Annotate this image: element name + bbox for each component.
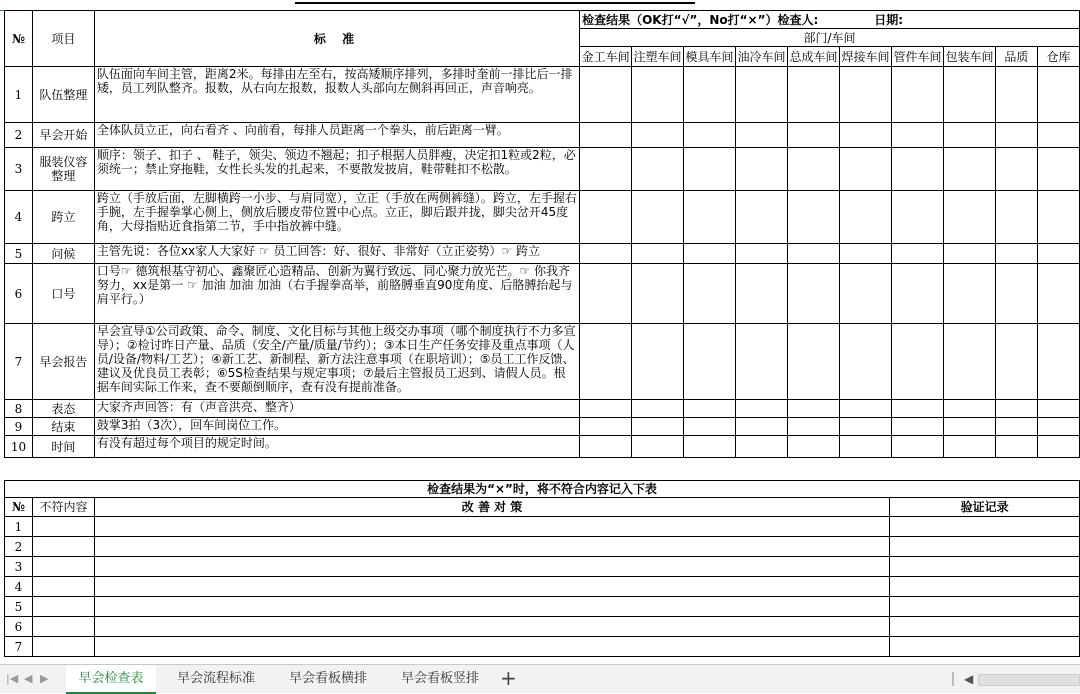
- row-standard[interactable]: 早会宣导①公司政策、命令、制度、文化目标与其他上级交办事项（哪个制度执行不力多宣导）；②检讨昨日产量、品质（安全/产量/质量/节约）；③本日生产任务安排及重点事项（人员/设备/物料/工艺）；④新工艺、新制程、新方法注意事项（在职培训）；⑤员工工作反馈、建议及优良员工表彰；⑥5S检查结果与规定事项；⑦最后主管报员工迟到、请假人员。根据车间实际工作来，查不要颠倒顺序，查有没有提前准备。: [94, 324, 579, 400]
- verify-cell[interactable]: [890, 597, 1080, 617]
- check-cell[interactable]: [943, 418, 995, 436]
- check-cell[interactable]: [891, 324, 943, 400]
- row-item[interactable]: 早会开始: [32, 123, 94, 148]
- prev-sheet-button[interactable]: ◀: [24, 672, 33, 685]
- check-cell[interactable]: [1037, 264, 1079, 324]
- check-cell[interactable]: [1037, 67, 1079, 123]
- row-number[interactable]: 7: [5, 324, 33, 400]
- check-cell[interactable]: [1037, 400, 1079, 418]
- check-cell[interactable]: [684, 244, 736, 264]
- check-cell[interactable]: [580, 418, 632, 436]
- check-cell[interactable]: [1037, 244, 1079, 264]
- nonconformity-banner[interactable]: 检查结果为“×”时，将不符合内容记入下表: [5, 481, 1080, 498]
- row-number[interactable]: 2: [5, 537, 33, 557]
- check-cell[interactable]: [788, 436, 840, 458]
- header-no[interactable]: №: [5, 11, 33, 67]
- table-row: [5, 436, 1080, 458]
- row-item[interactable]: 时间: [32, 436, 94, 458]
- check-cell[interactable]: [632, 324, 684, 400]
- table-row: [5, 148, 1080, 191]
- check-cell[interactable]: [684, 123, 736, 148]
- check-cell[interactable]: [1037, 148, 1079, 191]
- improve-cell[interactable]: [94, 597, 889, 617]
- table-row: [5, 637, 1080, 657]
- row-standard[interactable]: 大家齐声回答：有（声音洪亮、整齐）: [94, 400, 579, 418]
- check-cell[interactable]: [632, 436, 684, 458]
- check-cell[interactable]: [684, 191, 736, 244]
- check-cell[interactable]: [684, 418, 736, 436]
- dept-name[interactable]: 包装车间: [943, 47, 995, 67]
- header-item[interactable]: 项目: [32, 11, 94, 67]
- improve-cell[interactable]: [94, 537, 889, 557]
- row-number[interactable]: 2: [5, 123, 33, 148]
- check-cell[interactable]: [736, 436, 788, 458]
- noncon-cell[interactable]: [32, 517, 94, 537]
- check-cell[interactable]: [995, 67, 1037, 123]
- row-standard[interactable]: 顺序：领子、扣子 、 鞋子，领尖、领边不翘起；扣子根据人员胖瘦，决定扣1粒或2粒，必须统一；禁止穿拖鞋，女性长头发的扎起来，不要散发披肩，鞋带鞋扣不松散。: [94, 148, 579, 191]
- check-cell[interactable]: [684, 400, 736, 418]
- table-row: [5, 577, 1080, 597]
- verify-cell[interactable]: [890, 557, 1080, 577]
- sheet-tab[interactable]: 早会检查表: [66, 665, 156, 694]
- verify-cell[interactable]: [890, 537, 1080, 557]
- check-cell[interactable]: [632, 67, 684, 123]
- check-cell[interactable]: [788, 123, 840, 148]
- check-cell[interactable]: [840, 123, 892, 148]
- check-cell[interactable]: [943, 123, 995, 148]
- dept-name[interactable]: 品质: [995, 47, 1037, 67]
- improve-cell[interactable]: [94, 557, 889, 577]
- check-cell[interactable]: [943, 400, 995, 418]
- table-row: [5, 244, 1080, 264]
- row-standard[interactable]: 队伍面向车间主管，距离2米。每排由左至右，按高矮顺序排列，多排时奎前一排比后一排矮，员工列队整齐。报数，从右向左报数，报数人头部向左侧斜再回正，声音响亮。: [94, 67, 579, 123]
- check-cell[interactable]: [788, 400, 840, 418]
- table-row: [5, 537, 1080, 557]
- check-cell[interactable]: [632, 264, 684, 324]
- check-cell[interactable]: [943, 148, 995, 191]
- row-standard[interactable]: 鼓掌3拍（3次），回车间岗位工作。: [94, 418, 579, 436]
- check-cell[interactable]: [943, 67, 995, 123]
- noncon-cell[interactable]: [32, 557, 94, 577]
- improve-cell[interactable]: [94, 577, 889, 597]
- check-cell[interactable]: [736, 148, 788, 191]
- row-item[interactable]: 队伍整理: [32, 67, 94, 123]
- table-row: [5, 400, 1080, 418]
- verify-cell[interactable]: [890, 617, 1080, 637]
- row-number[interactable]: 1: [5, 517, 33, 537]
- next-sheet-button[interactable]: ▶: [40, 672, 49, 685]
- check-cell[interactable]: [943, 191, 995, 244]
- check-cell[interactable]: [736, 400, 788, 418]
- lower-header-no[interactable]: №: [5, 498, 33, 517]
- check-cell[interactable]: [632, 400, 684, 418]
- row-standard[interactable]: 口号☞ 德筑根基守初心、鑫聚匠心造精品、创新为翼行致远、同心聚力放光芒。☞ 你我齐努力，xx是第一 ☞ 加油 加油 加油（右手握拳高举，前胳膊垂直90度角度、后胳膊抬起与肩平行。）: [94, 264, 579, 324]
- row-item[interactable]: 跨立: [32, 191, 94, 244]
- table-row: [5, 517, 1080, 537]
- row-standard[interactable]: 有没有超过每个项目的规定时间。: [94, 436, 579, 458]
- row-number[interactable]: 8: [5, 400, 33, 418]
- check-cell[interactable]: [840, 436, 892, 458]
- check-cell[interactable]: [736, 244, 788, 264]
- dept-name[interactable]: 焊接车间: [840, 47, 892, 67]
- row-number[interactable]: 9: [5, 418, 33, 436]
- row-number[interactable]: 5: [5, 244, 33, 264]
- check-cell[interactable]: [1037, 324, 1079, 400]
- check-cell[interactable]: [891, 244, 943, 264]
- row-number[interactable]: 5: [5, 597, 33, 617]
- verify-cell[interactable]: [890, 517, 1080, 537]
- dept-name[interactable]: 油冷车间: [736, 47, 788, 67]
- verify-cell[interactable]: [890, 637, 1080, 657]
- row-number[interactable]: 3: [5, 148, 33, 191]
- check-cell[interactable]: [788, 324, 840, 400]
- dept-name[interactable]: 管件车间: [891, 47, 943, 67]
- check-cell[interactable]: [736, 123, 788, 148]
- check-cell[interactable]: [580, 123, 632, 148]
- improve-cell[interactable]: [94, 617, 889, 637]
- check-cell[interactable]: [943, 264, 995, 324]
- row-number[interactable]: 3: [5, 557, 33, 577]
- check-cell[interactable]: [788, 148, 840, 191]
- check-cell[interactable]: [632, 148, 684, 191]
- row-number[interactable]: 4: [5, 191, 33, 244]
- check-cell[interactable]: [736, 418, 788, 436]
- scroll-thumb[interactable]: [978, 674, 1080, 686]
- dept-name[interactable]: 模具车间: [684, 47, 736, 67]
- check-cell[interactable]: [580, 191, 632, 244]
- check-cell[interactable]: [995, 244, 1037, 264]
- table-row: [5, 557, 1080, 577]
- row-item[interactable]: 早会报告: [32, 324, 94, 400]
- date-label: 日期:: [874, 12, 904, 27]
- check-cell[interactable]: [840, 264, 892, 324]
- row-standard[interactable]: 全体队员立正，向右看齐 、向前看，每排人员距离一个拳头，前后距离一臂。: [94, 123, 579, 148]
- check-cell[interactable]: [736, 191, 788, 244]
- row-number[interactable]: 7: [5, 637, 33, 657]
- check-result-header[interactable]: [580, 11, 1080, 29]
- check-cell[interactable]: [788, 264, 840, 324]
- check-cell[interactable]: [840, 400, 892, 418]
- check-cell[interactable]: [840, 324, 892, 400]
- check-cell[interactable]: [891, 436, 943, 458]
- row-item[interactable]: 结束: [32, 418, 94, 436]
- check-cell[interactable]: [891, 418, 943, 436]
- add-sheet-button[interactable]: +: [500, 666, 517, 690]
- table-row: [5, 418, 1080, 436]
- title-underline: [295, 2, 695, 4]
- lower-header-noncon[interactable]: 不符内容: [32, 498, 94, 517]
- check-cell[interactable]: [788, 418, 840, 436]
- check-cell[interactable]: [684, 67, 736, 123]
- check-cell[interactable]: [943, 436, 995, 458]
- check-cell[interactable]: [995, 123, 1037, 148]
- check-cell[interactable]: [580, 67, 632, 123]
- sheet-tab[interactable]: 早会流程标准: [176, 671, 255, 686]
- check-cell[interactable]: [788, 191, 840, 244]
- check-cell[interactable]: [1037, 123, 1079, 148]
- check-cell[interactable]: [891, 264, 943, 324]
- check-cell[interactable]: [995, 148, 1037, 191]
- lower-header-improve[interactable]: 改 善 对 策: [94, 498, 889, 517]
- noncon-cell[interactable]: [32, 637, 94, 657]
- check-cell[interactable]: [995, 264, 1037, 324]
- row-item[interactable]: 问候: [32, 244, 94, 264]
- lower-header-verify[interactable]: 验证记录: [890, 498, 1080, 517]
- row-number[interactable]: 4: [5, 577, 33, 597]
- check-cell[interactable]: [632, 244, 684, 264]
- verify-cell[interactable]: [890, 577, 1080, 597]
- check-cell[interactable]: [995, 324, 1037, 400]
- row-number[interactable]: 6: [5, 264, 33, 324]
- table-row: [5, 123, 1080, 148]
- noncon-cell[interactable]: [32, 597, 94, 617]
- check-cell[interactable]: [943, 324, 995, 400]
- check-cell[interactable]: [840, 418, 892, 436]
- row-item[interactable]: 表态: [32, 400, 94, 418]
- check-cell[interactable]: [684, 436, 736, 458]
- improve-cell[interactable]: [94, 637, 889, 657]
- check-cell[interactable]: [580, 400, 632, 418]
- row-number[interactable]: 1: [5, 67, 33, 123]
- noncon-cell[interactable]: [32, 537, 94, 557]
- improve-cell[interactable]: [94, 517, 889, 537]
- row-number[interactable]: 6: [5, 617, 33, 637]
- table-row: [5, 324, 1080, 400]
- check-cell[interactable]: [788, 67, 840, 123]
- check-cell[interactable]: [736, 324, 788, 400]
- check-cell[interactable]: [891, 148, 943, 191]
- check-cell[interactable]: [995, 418, 1037, 436]
- check-cell[interactable]: [580, 436, 632, 458]
- check-cell[interactable]: [1037, 418, 1079, 436]
- check-cell[interactable]: [684, 148, 736, 191]
- sheet-tab[interactable]: 早会看板竖排: [400, 671, 479, 686]
- table-row: [5, 191, 1080, 244]
- row-standard[interactable]: 跨立（手放后面，左脚横跨一小步、与肩同宽），立正（手放在两侧裤缝）。跨立，左手握右手腕，左手握拳掌心侧上，侧放后腰皮带位置中心点。立正，脚后跟并拢，脚尖岔开45度角，大母指贴近食指第二节，手中指放裤中缝。: [94, 191, 579, 244]
- check-cell[interactable]: [891, 400, 943, 418]
- scroll-splitter[interactable]: [952, 672, 954, 686]
- check-cell[interactable]: [995, 400, 1037, 418]
- dept-name[interactable]: 仓库: [1037, 47, 1079, 67]
- check-cell[interactable]: [1037, 436, 1079, 458]
- noncon-cell[interactable]: [32, 617, 94, 637]
- check-cell[interactable]: [1037, 191, 1079, 244]
- check-cell[interactable]: [891, 191, 943, 244]
- check-cell[interactable]: [632, 418, 684, 436]
- check-cell[interactable]: [840, 244, 892, 264]
- horizontal-scrollbar[interactable]: [952, 670, 1080, 688]
- check-cell[interactable]: [736, 264, 788, 324]
- dept-name[interactable]: 总成车间: [788, 47, 840, 67]
- table-row: [5, 264, 1080, 324]
- check-cell[interactable]: [840, 148, 892, 191]
- sheet-tab-bar: [0, 664, 1080, 693]
- check-cell[interactable]: [580, 244, 632, 264]
- dept-header[interactable]: 部门/车间: [580, 29, 1080, 47]
- dept-name[interactable]: 金工车间: [580, 47, 632, 67]
- check-cell[interactable]: [840, 191, 892, 244]
- scroll-left-icon[interactable]: ◀: [964, 672, 974, 686]
- check-cell[interactable]: [891, 123, 943, 148]
- check-cell[interactable]: [943, 244, 995, 264]
- check-cell[interactable]: [736, 67, 788, 123]
- check-cell[interactable]: [788, 244, 840, 264]
- table-row: [5, 597, 1080, 617]
- check-cell[interactable]: [995, 436, 1037, 458]
- row-number[interactable]: 10: [5, 436, 33, 458]
- check-cell[interactable]: [995, 191, 1037, 244]
- check-cell[interactable]: [580, 264, 632, 324]
- check-cell[interactable]: [580, 324, 632, 400]
- inspection-table: [4, 10, 1080, 458]
- check-cell[interactable]: [580, 148, 632, 191]
- check-cell[interactable]: [891, 67, 943, 123]
- dept-name[interactable]: 注塑车间: [632, 47, 684, 67]
- noncon-cell[interactable]: [32, 577, 94, 597]
- first-sheet-button[interactable]: |◀: [6, 672, 19, 685]
- row-standard[interactable]: 主管先说：各位xx家人大家好 ☞ 员工回答：好、很好、非常好（立正姿势）☞ 跨立: [94, 244, 579, 264]
- row-item[interactable]: 服装仪容整理: [32, 148, 94, 191]
- sheet-tab[interactable]: 早会看板横排: [288, 671, 367, 686]
- check-cell[interactable]: [684, 324, 736, 400]
- check-cell[interactable]: [632, 123, 684, 148]
- check-cell[interactable]: [632, 191, 684, 244]
- improvement-table: [4, 480, 1080, 657]
- check-cell[interactable]: [840, 67, 892, 123]
- check-cell[interactable]: [684, 264, 736, 324]
- header-standard[interactable]: 标 准: [94, 11, 579, 67]
- row-item[interactable]: 口号: [32, 264, 94, 324]
- table-row: [5, 617, 1080, 637]
- table-row: [5, 67, 1080, 123]
- check-result-label: 检查结果（OK打“√”，No打“×”）检查人:: [582, 12, 819, 27]
